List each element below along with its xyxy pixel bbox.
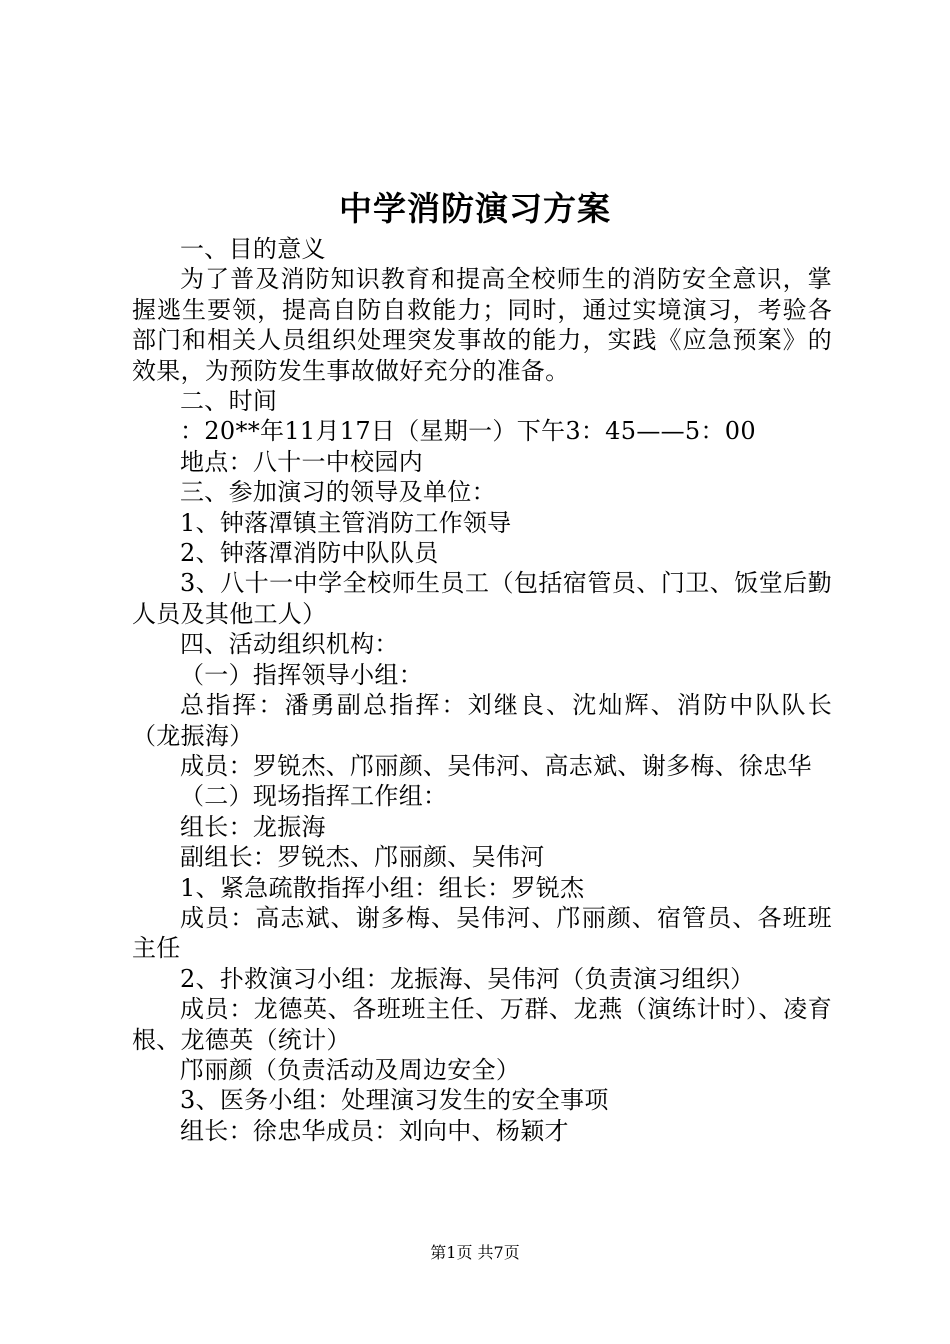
paragraph-members: 成员：罗锐杰、邝丽颜、吴伟河、高志斌、谢多梅、徐忠华 — [180, 751, 812, 780]
section-heading-time: 二、时间 — [180, 387, 278, 416]
list-item: 2、扑救演习小组：龙振海、吴伟河（负责演习组织） — [180, 964, 755, 993]
document-body — [132, 234, 832, 1146]
paragraph-members: 成员：高志斌、谢多梅、吴伟河、邝丽颜、宿管员、各班班主任 — [132, 903, 832, 963]
paragraph-medical-members: 组长：徐忠华成员：刘向中、杨颖才 — [180, 1116, 569, 1145]
paragraph-purpose: 为了普及消防知识教育和提高全校师生的消防安全意识，掌握逃生要领，提高自防自救能力；同时，通过实境演习，考验各部门和相关人员组织处理突发事故的能力，实践《应急预案》的效果，为预防发生事故做好充分的准备。 — [132, 265, 832, 385]
paragraph-commanders: 总指挥：潘勇副总指挥：刘继良、沈灿辉、消防中队队长（龙振海） — [132, 691, 832, 750]
paragraph-leader: 组长：龙振海 — [180, 812, 326, 841]
subsection-heading-command: （一）指挥领导小组： — [180, 660, 423, 689]
section-heading-participants: 三、参加演习的领导及单位： — [180, 478, 496, 507]
document-title: 中学消防演习方案 — [339, 189, 611, 228]
paragraph-deputy-leaders: 副组长：罗锐杰、邝丽颜、吴伟河 — [180, 843, 545, 872]
paragraph-time: ：20**年11月17日（星期一）下午3：45——5：00 — [180, 417, 756, 446]
list-item: 2、钟落潭消防中队队员 — [180, 539, 439, 568]
subsection-heading-field-command: （二）现场指挥工作组： — [180, 782, 448, 811]
list-item: 1、紧急疏散指挥小组：组长：罗锐杰 — [180, 873, 585, 902]
list-item: 3、医务小组：处理演习发生的安全事项 — [180, 1086, 609, 1115]
paragraph-members: 成员：龙德英、各班班主任、万群、龙燕（演练计时）、凌育根、龙德英（统计） — [132, 995, 832, 1054]
list-item: 3、八十一中学全校师生员工（包括宿管员、门卫、饭堂后勤人员及其他工人） — [132, 569, 832, 628]
paragraph-location: 地点：八十一中校园内 — [180, 447, 423, 476]
list-item: 1、钟落潭镇主管消防工作领导 — [180, 508, 512, 537]
section-heading-organization: 四、活动组织机构： — [180, 630, 399, 659]
section-heading-purpose: 一、目的意义 — [180, 235, 326, 263]
paragraph-safety: 邝丽颜（负责活动及周边安全） — [180, 1055, 521, 1084]
page-indicator: 第1页 共7页 — [430, 1243, 520, 1262]
